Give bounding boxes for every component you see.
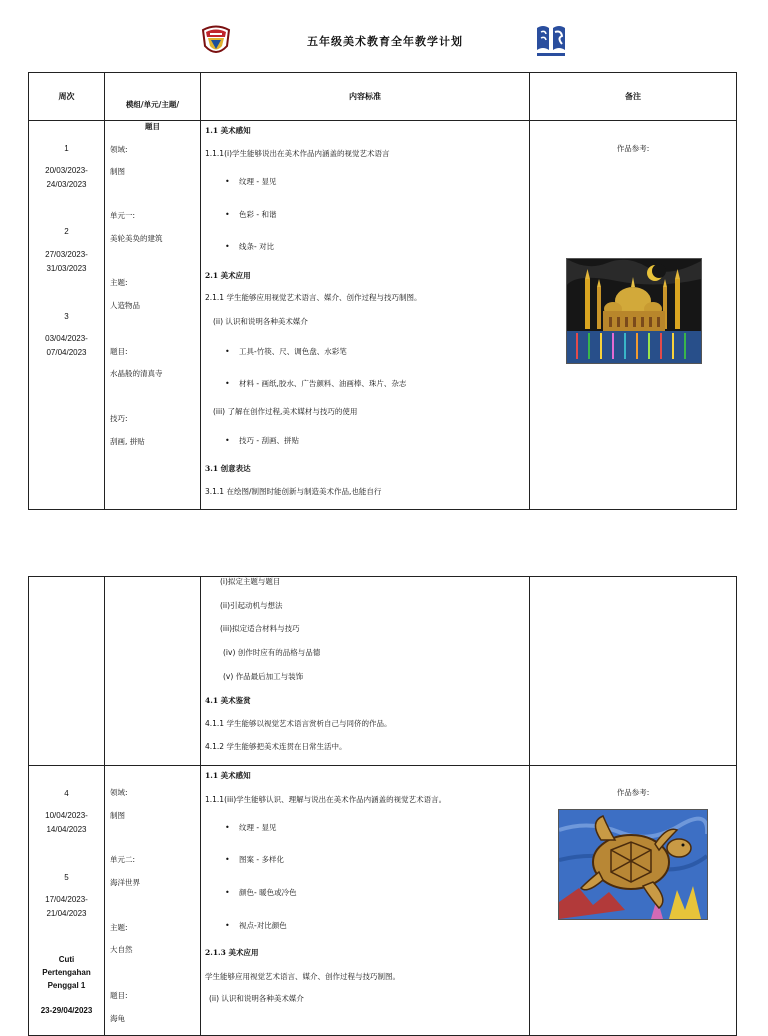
module-cell: 领域: 制图 单元一: 美轮美奂的建筑 主题: 人造物品 题目: 水晶般的清真寺 技巧: 刮画, 拼贴 — [105, 121, 201, 510]
header-content-standard: 内容标准 — [201, 73, 530, 121]
continued-module-cell — [105, 577, 201, 766]
turtle-artwork-image — [558, 809, 708, 920]
school-crest-icon — [200, 24, 232, 58]
continued-content-cell: (i)拟定主题与题目 (ii)引起动机与想法 (iii)拟定适合材料与技巧 (iv) 创作时应有的品格与品德 (v) 作品最后加工与装饰 4.1 美术鉴赏 4.1.1 学生能够以视觉艺术语言赏析自己与同侪的作品。 4.1.2 学生能够把美术连贯在日常生活中。 — [201, 577, 530, 766]
module-cell-2: 领域: 制图 单元二: 海洋世界 主题: 大自然 题目: 海龟 — [105, 766, 201, 1036]
header-week: 周次 — [29, 73, 105, 121]
remark-cell-2: 作品参考: — [530, 766, 737, 1036]
mosque-artwork-image — [566, 258, 702, 364]
document-title: 五年级美术教育全年教学计划 — [307, 35, 463, 48]
plan-table-1 — [28, 72, 737, 510]
content-standard-cell-2: 1.1 美术感知 1.1.1(iii)学生能够认识、理解与说出在美术作品内涵盖的视觉艺术语言。 • 纹理 - 显见 • 图案 - 多样化 • 颜色- 暖色或冷色 • 视点-对比颜色 2.1.3 美术应用 学生能够应用视觉艺术语言、媒介、创作过程与技巧制图。 (ii) 认识和说明各种美术媒介 — [201, 766, 530, 1036]
education-logo-icon — [533, 22, 569, 60]
page-header — [0, 0, 768, 72]
remark-cell: 作品参考: — [530, 121, 737, 510]
header-remark: 备注 — [530, 73, 737, 121]
weeks-cell-2: 4 10/04/2023- 14/04/2023 5 17/04/2023- 21/04/2023 Cuti Pertengahan Penggal 1 23-29/04/2023 — [29, 766, 105, 1036]
weeks-cell: 1 20/03/2023- 24/03/2023 2 27/03/2023- 31/03/2023 3 03/04/2023- 07/04/2023 — [29, 121, 105, 510]
continued-week-cell — [29, 577, 105, 766]
continued-remark-cell — [530, 577, 737, 766]
content-standard-cell: 1.1 美术感知 1.1.1(i)学生能够说出在美术作品内涵盖的视觉艺术语言 • 纹理 - 显见 • 色彩 - 和谐 • 线条- 对比 2.1 美术应用 2.1.1 学生能够应用视觉艺术语言、媒介、创作过程与技巧制图。 (ii) 认识和说明各种美术媒介 • 工具-竹筷、尺、调色盘、水彩笔 • 材料 - 画纸,胶水、广告颜料、油画棒、珠片、杂志 (iii) 了解在创作过程,美术媒材与技巧的使用 • 技巧 - 刮画、拼贴 3.1 创意表达 3.1.1 在绘图/制图时能创新与制造美术作品,也能自行 — [201, 121, 530, 510]
plan-table-2 — [28, 576, 737, 1036]
header-module: 模组/单元/主题/ 题目 — [105, 73, 201, 121]
